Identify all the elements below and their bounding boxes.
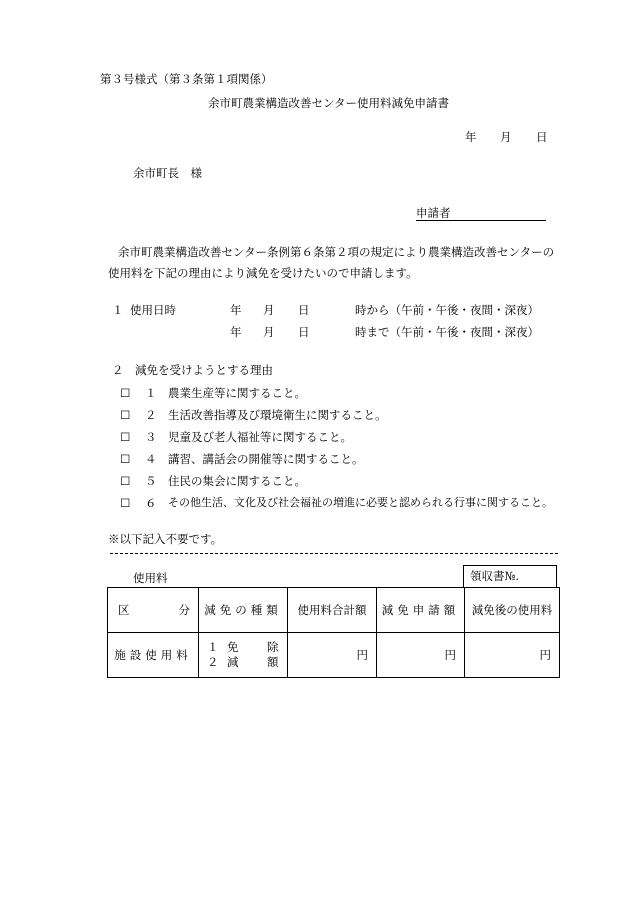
reason-text: その他生活、文化及び社会福祉の増進に必要と認められる行事に関すること。 (168, 496, 553, 509)
applicant-label: 申請者 (416, 206, 451, 220)
receipt-number-field[interactable]: 領収書№. (463, 565, 557, 587)
header-reduction-type: 減免の種類 (199, 588, 288, 633)
date-year: 年 (465, 130, 477, 144)
usage-end-time: 時まで（午前・午後・夜間・深夜） (355, 325, 539, 339)
reason-text: 農業生産等に関すること。 (168, 386, 306, 400)
reason-number: ５ (145, 474, 157, 488)
reason-checkbox[interactable]: ☐ (120, 474, 131, 488)
form-number: 第３号様式（第３条第１項関係） (100, 72, 273, 86)
row-label: 施設使用料 (108, 633, 199, 678)
addressee: 余市町長 様 (133, 166, 202, 180)
reason-text: 住民の集会に関すること。 (168, 474, 306, 488)
document-title: 余市町農業構造改善センター使用料減免申請書 (208, 96, 450, 110)
applicant-signature-line[interactable] (416, 208, 546, 221)
section1-label: 使用日時 (130, 303, 176, 317)
section2-heading: ２ 減免を受けようとする理由 (112, 363, 273, 377)
header-category-b: 分 (178, 603, 190, 617)
reason-checkbox[interactable]: ☐ (120, 452, 131, 466)
reason-checkbox[interactable]: ☐ (120, 430, 131, 444)
reason-checkbox[interactable]: ☐ (120, 408, 131, 422)
fee-table-header-row (108, 588, 560, 633)
header-fee-after-reduction: 減免後の使用料 (465, 588, 560, 633)
reason-number: １ (145, 386, 157, 400)
usage-start-year: 年 (230, 303, 242, 317)
fee-table (107, 587, 560, 678)
header-category (108, 588, 199, 633)
body-text-line-2: 使用料を下記の理由により減免を受けたいので申請します。 (108, 266, 418, 280)
section1-number: １ (112, 303, 124, 317)
reason-text: 児童及び老人福祉等に関すること。 (168, 430, 352, 444)
usage-start-day: 日 (298, 303, 310, 317)
reason-number: ６ (145, 496, 157, 510)
fee-table-caption: 使用料 (133, 571, 168, 585)
date-month: 月 (500, 130, 512, 144)
reason-text: 生活改善指導及び環境衛生に関すること。 (168, 408, 387, 422)
usage-end-day: 日 (298, 325, 310, 339)
usage-end-year: 年 (230, 325, 242, 339)
yen-unit: 円 (444, 648, 456, 662)
option-reduction[interactable]: ２ 減 額 (207, 655, 279, 669)
cut-line-divider (110, 553, 558, 554)
body-text-line-1: 余市町農業構造改善センター条例第６条第２項の規定により農業構造改善センターの (118, 245, 555, 259)
reason-checkbox[interactable]: ☐ (120, 496, 131, 510)
reduction-type-options[interactable] (199, 633, 288, 678)
yen-unit: 円 (356, 648, 368, 662)
reason-number: ３ (145, 430, 157, 444)
header-category-a: 区 (118, 603, 130, 617)
requested-reduction-cell[interactable] (377, 633, 465, 678)
yen-unit: 円 (539, 648, 551, 662)
reason-checkbox[interactable]: ☐ (120, 386, 131, 400)
fee-after-reduction-cell[interactable] (465, 633, 560, 678)
date-day: 日 (536, 130, 548, 144)
reason-number: ４ (145, 452, 157, 466)
header-total-fee: 使用料合計額 (288, 588, 377, 633)
usage-end-month: 月 (263, 325, 275, 339)
reason-number: ２ (145, 408, 157, 422)
header-requested-reduction: 減免申請額 (377, 588, 465, 633)
reason-text: 講習、講話会の開催等に関すること。 (168, 452, 364, 466)
usage-start-time: 時から（午前・午後・夜間・深夜） (355, 303, 539, 317)
not-required-note: ※以下記入不要です。 (108, 532, 223, 546)
table-row (108, 633, 560, 678)
total-fee-cell[interactable] (288, 633, 377, 678)
option-exemption[interactable]: １ 免 除 (207, 640, 279, 654)
usage-start-month: 月 (263, 303, 275, 317)
